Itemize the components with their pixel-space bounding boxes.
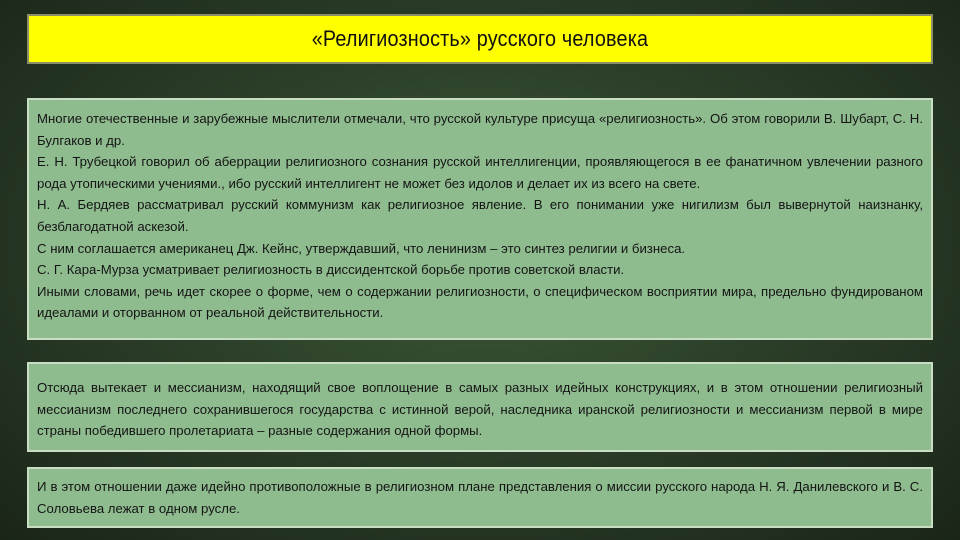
paragraph: С ним соглашается американец Дж. Кейнс, утверждавший, что ленинизм – это синтез религии и бизнеса. [37, 240, 686, 256]
paragraph: Е. Н. Трубецкой говорил об аберрации религиозного сознания русской интеллигенции, проявляющегося в ее фанатичном увлечении разного рода утопическими учениями., ибо русский интеллигент не может без идолов и делает их из всего на свете. [37, 154, 923, 191]
paragraph: И в этом отношении даже идейно противоположные в религиозном плане представления о миссии русского народа Н. Я. Данилевского и В. С. Соловьева лежат в одном русле. [37, 479, 923, 516]
paragraph: Н. А. Бердяев рассматривал русский коммунизм как религиозное явление. В его понимании уже нигилизм был вывернутой наизнанку, безблагодатной аскезой. [37, 197, 923, 234]
text-panel-messianism [27, 362, 933, 452]
paragraph: С. Г. Кара-Мурза усматривает религиозность в диссидентской борьбе против советской власти. [37, 262, 625, 278]
paragraph: Иными словами, речь идет скорее о форме, чем о содержании религиозности, о специфическом восприятии мира, предельно фундированом идеалами и оторванном от реальной действительности. [37, 283, 923, 321]
text-panel-main [27, 98, 933, 340]
text-panel-conclusion [27, 467, 933, 528]
slide-title: «Религиозность» русского человека [311, 26, 649, 51]
paragraph: Многие отечественные и зарубежные мыслители отмечали, что русской культуре присуща «религиозность». Об этом говорили В. Шубарт, С. Н. Булгаков и др. [37, 111, 923, 148]
paragraph: Отсюда вытекает и мессианизм, находящий свое воплощение в самых разных идейных конструкциях, и в этом отношении религиозный мессианизм последнего сохранившегося государства с истинной верой, наследника иранской религиозности и мессианизм первой в мире страны победившего пролетариата – разные содержания одной формы. [37, 380, 923, 439]
slide-title-box [27, 14, 933, 64]
